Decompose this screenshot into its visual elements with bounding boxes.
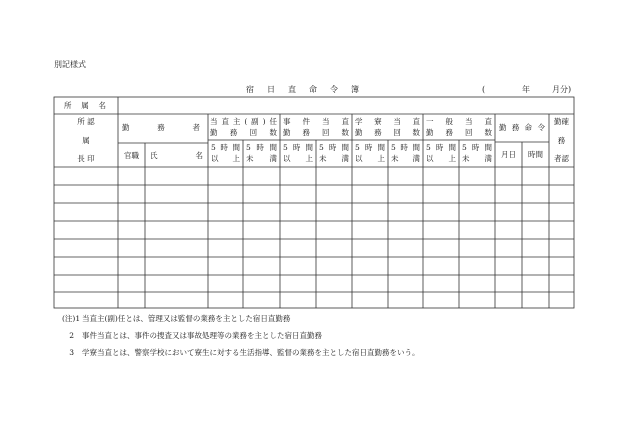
form-label: 別記様式 [54,60,86,69]
note-1-text: 当直主(副)任とは、管理又は監督の業務を主とした宿日直勤務 [82,314,291,323]
note-2-number: 2 [69,331,74,340]
g3-over5-bottom: 以 上 [355,154,385,163]
g3-under5-top: 5時間 [391,143,420,152]
g1-over5-bottom: 以 上 [211,154,240,163]
period-open: ( [482,85,486,94]
g3-under5-bottom: 未 満 [391,154,420,163]
g1-under5-bottom: 未 満 [246,154,277,163]
group-header-2-line1: 事 件 当 直 [283,117,349,126]
g4-over5-bottom: 以 上 [426,154,456,163]
g1-over5-top: 5時間 [211,143,240,152]
order-time-label: 時間 [528,150,543,159]
g3-over5-top: 5時間 [355,143,385,152]
group-header-4-line1: 一 般 当 直 [426,117,492,126]
approver-line3: 長 印 [77,154,95,163]
note-1-number: (注)1 [62,314,81,323]
note-3-number: 3 [69,348,74,357]
g4-under5-top: 5時間 [462,143,492,152]
group-header-3-line1: 学 寮 当 直 [355,117,420,126]
order-date-label: 月日 [501,150,516,159]
g1-under5-top: 5時間 [246,143,277,152]
g2-under5-bottom: 未 満 [319,154,349,163]
note-3 [62,344,420,361]
approver-line1: 所 認 [77,117,95,126]
confirm-line2: 務 [557,136,566,145]
g4-under5-bottom: 未 満 [462,154,492,163]
group-header-3-line2: 勤 務 回 数 [355,128,420,137]
g4-over5-top: 5時間 [426,143,456,152]
group-header-4-line2: 勤 務 回 数 [426,128,492,137]
worker-group-label: 勤 務 者 [122,123,202,132]
note-2-text: 事件当直とは、事件の捜査又は事故処理等の業務を主とした宿日直勤務 [82,331,322,340]
period-year: 年 [522,85,530,94]
office-label: 所 属 名 [64,101,106,110]
note-1 [62,310,420,327]
approver-line2: 属 [82,136,90,145]
g2-over5-bottom: 以 上 [283,154,313,163]
group-header-2-line2: 勤 務 回 数 [283,128,349,137]
group-header-1-line1: 当直主(副)任 [210,117,277,126]
notes [62,310,420,361]
g2-under5-top: 5時間 [319,143,349,152]
period-month: 月分) [552,85,572,94]
page-title: 宿日直命令簿 [246,85,372,94]
note-3-text: 学寮当直とは、警察学校において寮生に対する生活指導、監督の業務を主とした宿日直勤務をいう。 [82,348,420,357]
confirm-line3: 者認 [554,154,569,163]
name-label: 氏 名 [150,151,203,160]
position-label: 官職 [124,151,139,160]
order-group-label: 勤務命令 [499,123,545,132]
group-header-1-line2: 勤 務 回 数 [210,128,277,137]
note-2 [62,327,420,344]
confirm-line1: 勤確 [554,117,569,126]
g2-over5-top: 5時間 [283,143,313,152]
